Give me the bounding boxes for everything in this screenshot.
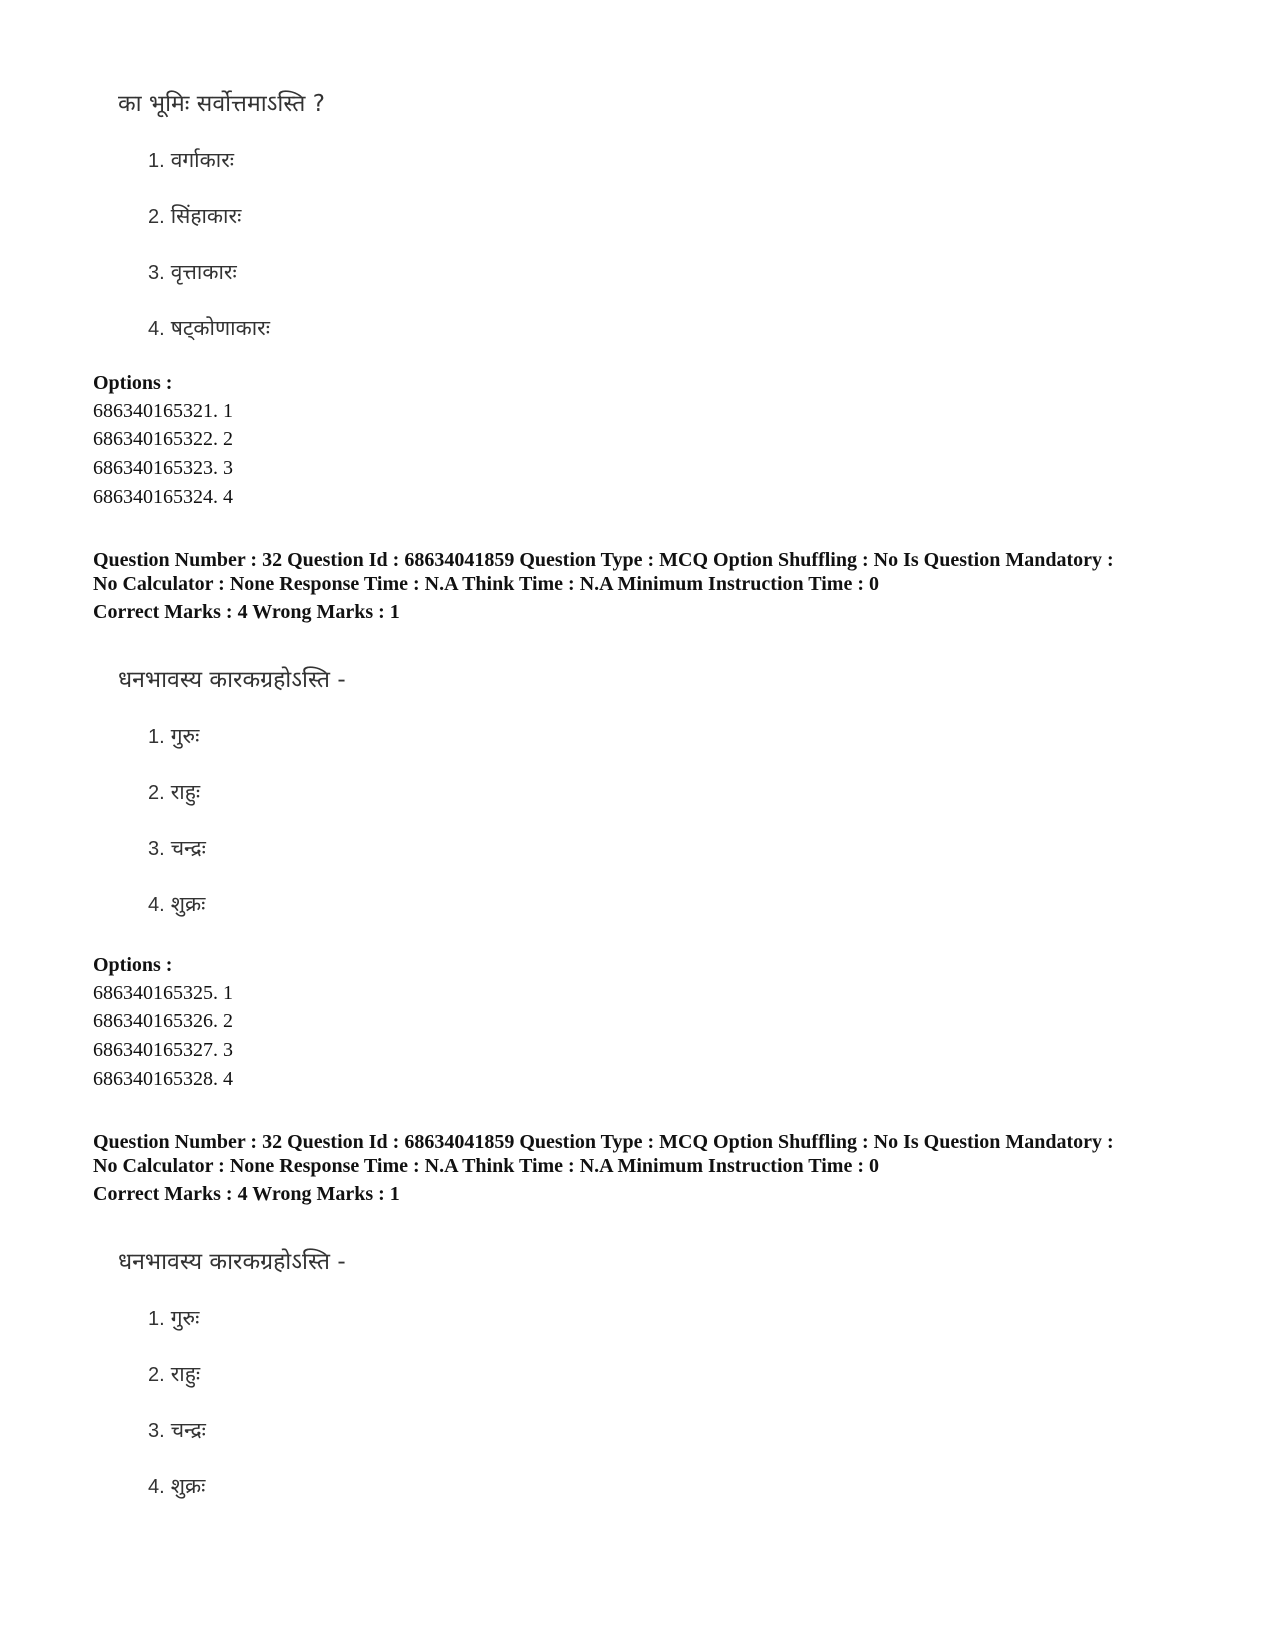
choice-number: 3. xyxy=(148,838,165,860)
question-text: का भूमिः सर्वोत्तमाऽस्ति ? xyxy=(118,91,325,117)
question-marks: Correct Marks : 4 Wrong Marks : 1 xyxy=(93,601,400,623)
choice-item xyxy=(148,258,237,286)
question-meta-line1: Question Number : 32 Question Id : 68634041859 Question Type : MCQ Option Shuffling : No Is Question Mandatory : xyxy=(93,1131,1114,1153)
option-row: 686340165325. 1 xyxy=(93,982,233,1004)
option-row: 686340165321. 1 xyxy=(93,400,233,422)
choice-number: 3. xyxy=(148,262,165,284)
option-row: 686340165327. 3 xyxy=(93,1039,233,1061)
choice-item xyxy=(148,314,270,342)
choice-text: शुक्रः xyxy=(170,892,206,916)
question-meta-line1: Question Number : 32 Question Id : 68634041859 Question Type : MCQ Option Shuffling : No Is Question Mandatory : xyxy=(93,549,1114,571)
choice-item xyxy=(148,722,199,750)
choice-text: गुरुः xyxy=(170,1306,200,1330)
question-text: धनभावस्य कारकग्रहोऽस्ति - xyxy=(118,1249,346,1275)
choice-number: 4. xyxy=(148,894,165,916)
options-label: Options : xyxy=(93,372,173,394)
choice-number: 3. xyxy=(148,1420,165,1442)
choice-number: 2. xyxy=(148,206,165,228)
option-row: 686340165324. 4 xyxy=(93,486,233,508)
choice-number: 2. xyxy=(148,782,165,804)
choice-text: चन्द्रः xyxy=(170,836,206,860)
choice-item xyxy=(148,202,241,230)
choice-number: 1. xyxy=(148,150,165,172)
choice-text: सिंहाकारः xyxy=(170,204,242,228)
choice-text: गुरुः xyxy=(170,724,200,748)
option-row: 686340165322. 2 xyxy=(93,428,233,450)
choice-text: वर्गाकारः xyxy=(170,148,235,172)
question-meta-line2: No Calculator : None Response Time : N.A Think Time : N.A Minimum Instruction Time : 0 xyxy=(93,1155,879,1177)
choice-text: शुक्रः xyxy=(170,1474,206,1498)
options-label: Options : xyxy=(93,954,173,976)
choice-number: 4. xyxy=(148,318,165,340)
choice-item xyxy=(148,1416,206,1444)
choice-number: 4. xyxy=(148,1476,165,1498)
choice-number: 1. xyxy=(148,1308,165,1330)
question-marks: Correct Marks : 4 Wrong Marks : 1 xyxy=(93,1183,400,1205)
option-row: 686340165323. 3 xyxy=(93,457,233,479)
question-meta-line2: No Calculator : None Response Time : N.A Think Time : N.A Minimum Instruction Time : 0 xyxy=(93,573,879,595)
choice-item xyxy=(148,1360,200,1388)
choice-item xyxy=(148,778,200,806)
choice-text: चन्द्रः xyxy=(170,1418,206,1442)
choice-item xyxy=(148,1304,199,1332)
choice-text: वृत्ताकारः xyxy=(170,260,237,284)
choice-number: 1. xyxy=(148,726,165,748)
choice-number: 2. xyxy=(148,1364,165,1386)
choice-text: राहुः xyxy=(170,1362,201,1386)
choice-item xyxy=(148,146,234,174)
choice-item xyxy=(148,890,205,918)
choice-text: राहुः xyxy=(170,780,201,804)
choice-item xyxy=(148,1472,205,1500)
choice-item xyxy=(148,834,206,862)
choice-text: षट्कोणाकारः xyxy=(170,316,270,340)
question-text: धनभावस्य कारकग्रहोऽस्ति - xyxy=(118,667,346,693)
option-row: 686340165328. 4 xyxy=(93,1068,233,1090)
option-row: 686340165326. 2 xyxy=(93,1010,233,1032)
